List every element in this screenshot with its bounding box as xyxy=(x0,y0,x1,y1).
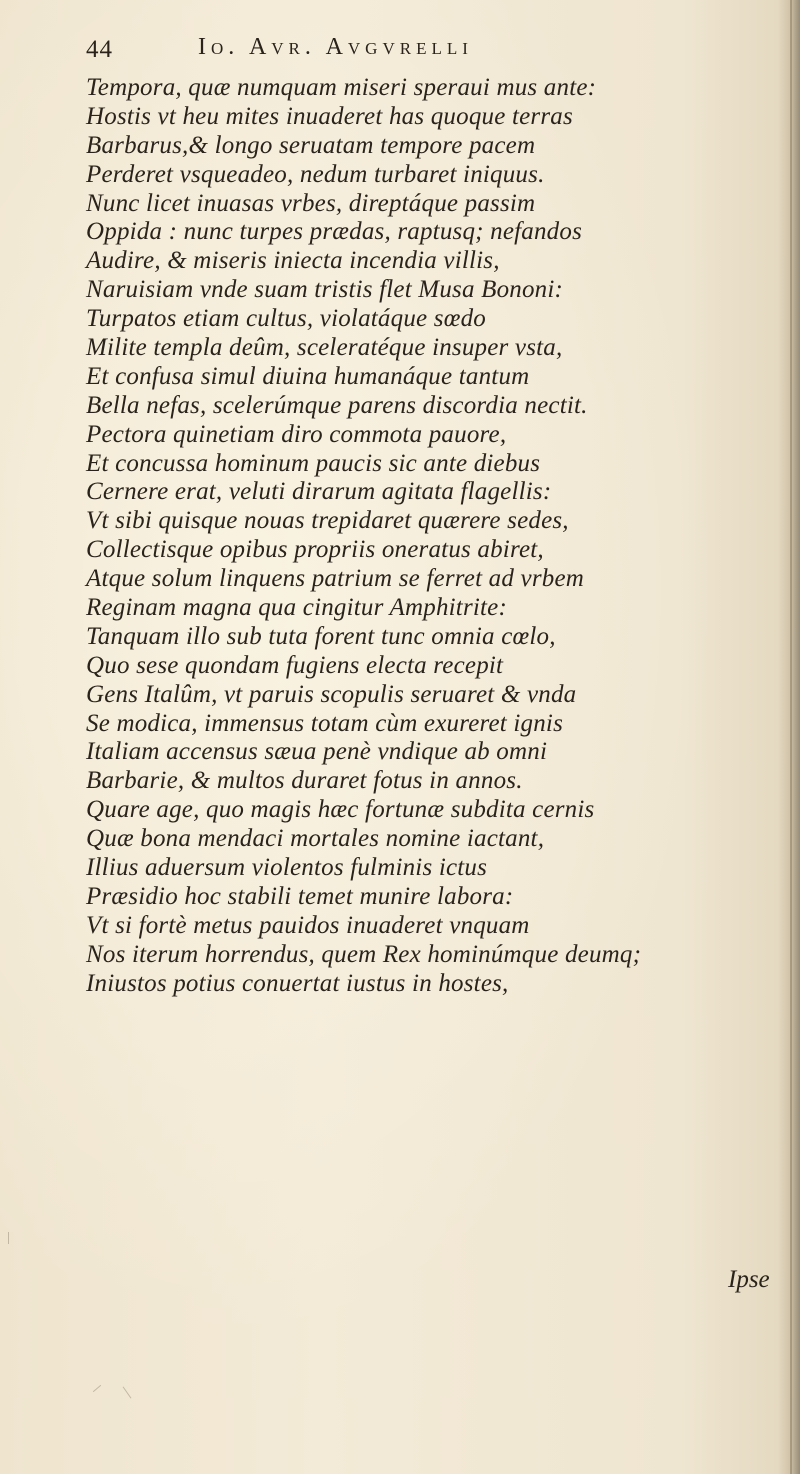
verse-line: Italiam accensus sæua penè vndique ab omni xyxy=(86,738,548,766)
verse-line: Reginam magna qua cingitur Amphitrite: xyxy=(86,594,507,622)
verse-line: Barbarie, & multos duraret fotus in annos. xyxy=(86,767,523,795)
verse-line: Gens Italûm, vt paruis scopulis seruaret & vnda xyxy=(86,680,577,708)
verse-line: Perderet vsqueadeo, nedum turbaret iniquus. xyxy=(86,160,545,188)
verse-line: Et confusa simul diuina humanáque tantum xyxy=(86,362,530,390)
verse-line: Pectora quinetiam diro commota pauore, xyxy=(86,420,507,448)
verse-line: Vt sibi quisque nouas trepidaret quærere sedes, xyxy=(86,507,569,535)
verse-line: Naruisiam vnde suam tristis flet Musa Bononi: xyxy=(86,276,564,304)
catchword: Ipse xyxy=(728,1266,770,1293)
verse-line: Audire, & miseris iniecta incendia villis, xyxy=(86,247,500,275)
paper-speck xyxy=(93,1385,101,1392)
running-head: Io. Avr. Avgvrelli xyxy=(198,34,473,60)
verse-line: Quæ bona mendaci mortales nomine iactant, xyxy=(86,825,545,853)
verse-line: Illius aduersum violentos fulminis ictus xyxy=(86,854,488,882)
verse-line: Tempora, quæ numquam miseri speraui mus ante: xyxy=(86,74,597,101)
verse-line: Quare age, quo magis hæc fortunæ subdita cernis xyxy=(86,796,595,824)
verse-line: Se modica, immensus totam cùm exureret ignis xyxy=(86,709,564,737)
verse-line: Barbarus,& longo seruatam tempore pacem xyxy=(86,131,536,159)
paper-speck xyxy=(8,1232,9,1244)
verse-line: Atque solum linquens patrium se ferret ad vrbem xyxy=(86,565,584,593)
verse-line: Cernere erat, veluti dirarum agitata flagellis: xyxy=(86,478,552,506)
verse-line: Bella nefas, scelerúmque parens discordia nectit. xyxy=(86,391,588,419)
verse-line: Et concussa hominum paucis sic ante diebus xyxy=(86,449,541,477)
page-header xyxy=(86,30,726,70)
page-edge-line xyxy=(790,0,792,1474)
verse-line: Collectisque opibus propriis oneratus abiret, xyxy=(86,536,544,564)
verse-line: Præsidio hoc stabili temet munire labora: xyxy=(86,882,514,910)
verse-line: Nunc licet inuasas vrbes, direptáque passim xyxy=(86,189,536,217)
paper-speck xyxy=(123,1386,132,1398)
page-number: 44 xyxy=(86,36,113,63)
verse-block xyxy=(86,74,786,999)
verse-line: Tanquam illo sub tuta forent tunc omnia cœlo, xyxy=(86,622,556,650)
verse-line: Oppida : nunc turpes prædas, raptusq; nefandos xyxy=(86,218,583,246)
verse-line: Vt si fortè metus pauidos inuaderet vnquam xyxy=(86,911,530,939)
verse-line: Turpatos etiam cultus, violatáque sœdo xyxy=(86,305,486,333)
verse-line: Iniustos potius conuertat iustus in hostes, xyxy=(86,969,509,997)
verse-line: Nos iterum horrendus, quem Rex hominúmque deumq; xyxy=(86,940,642,968)
verse-line: Quo sese quondam fugiens electa recepit xyxy=(86,651,504,679)
verse-line: Milite templa deûm, sceleratéque insuper vsta, xyxy=(86,334,563,362)
verse-line: Hostis vt heu mites inuaderet has quoque terras xyxy=(86,102,573,130)
